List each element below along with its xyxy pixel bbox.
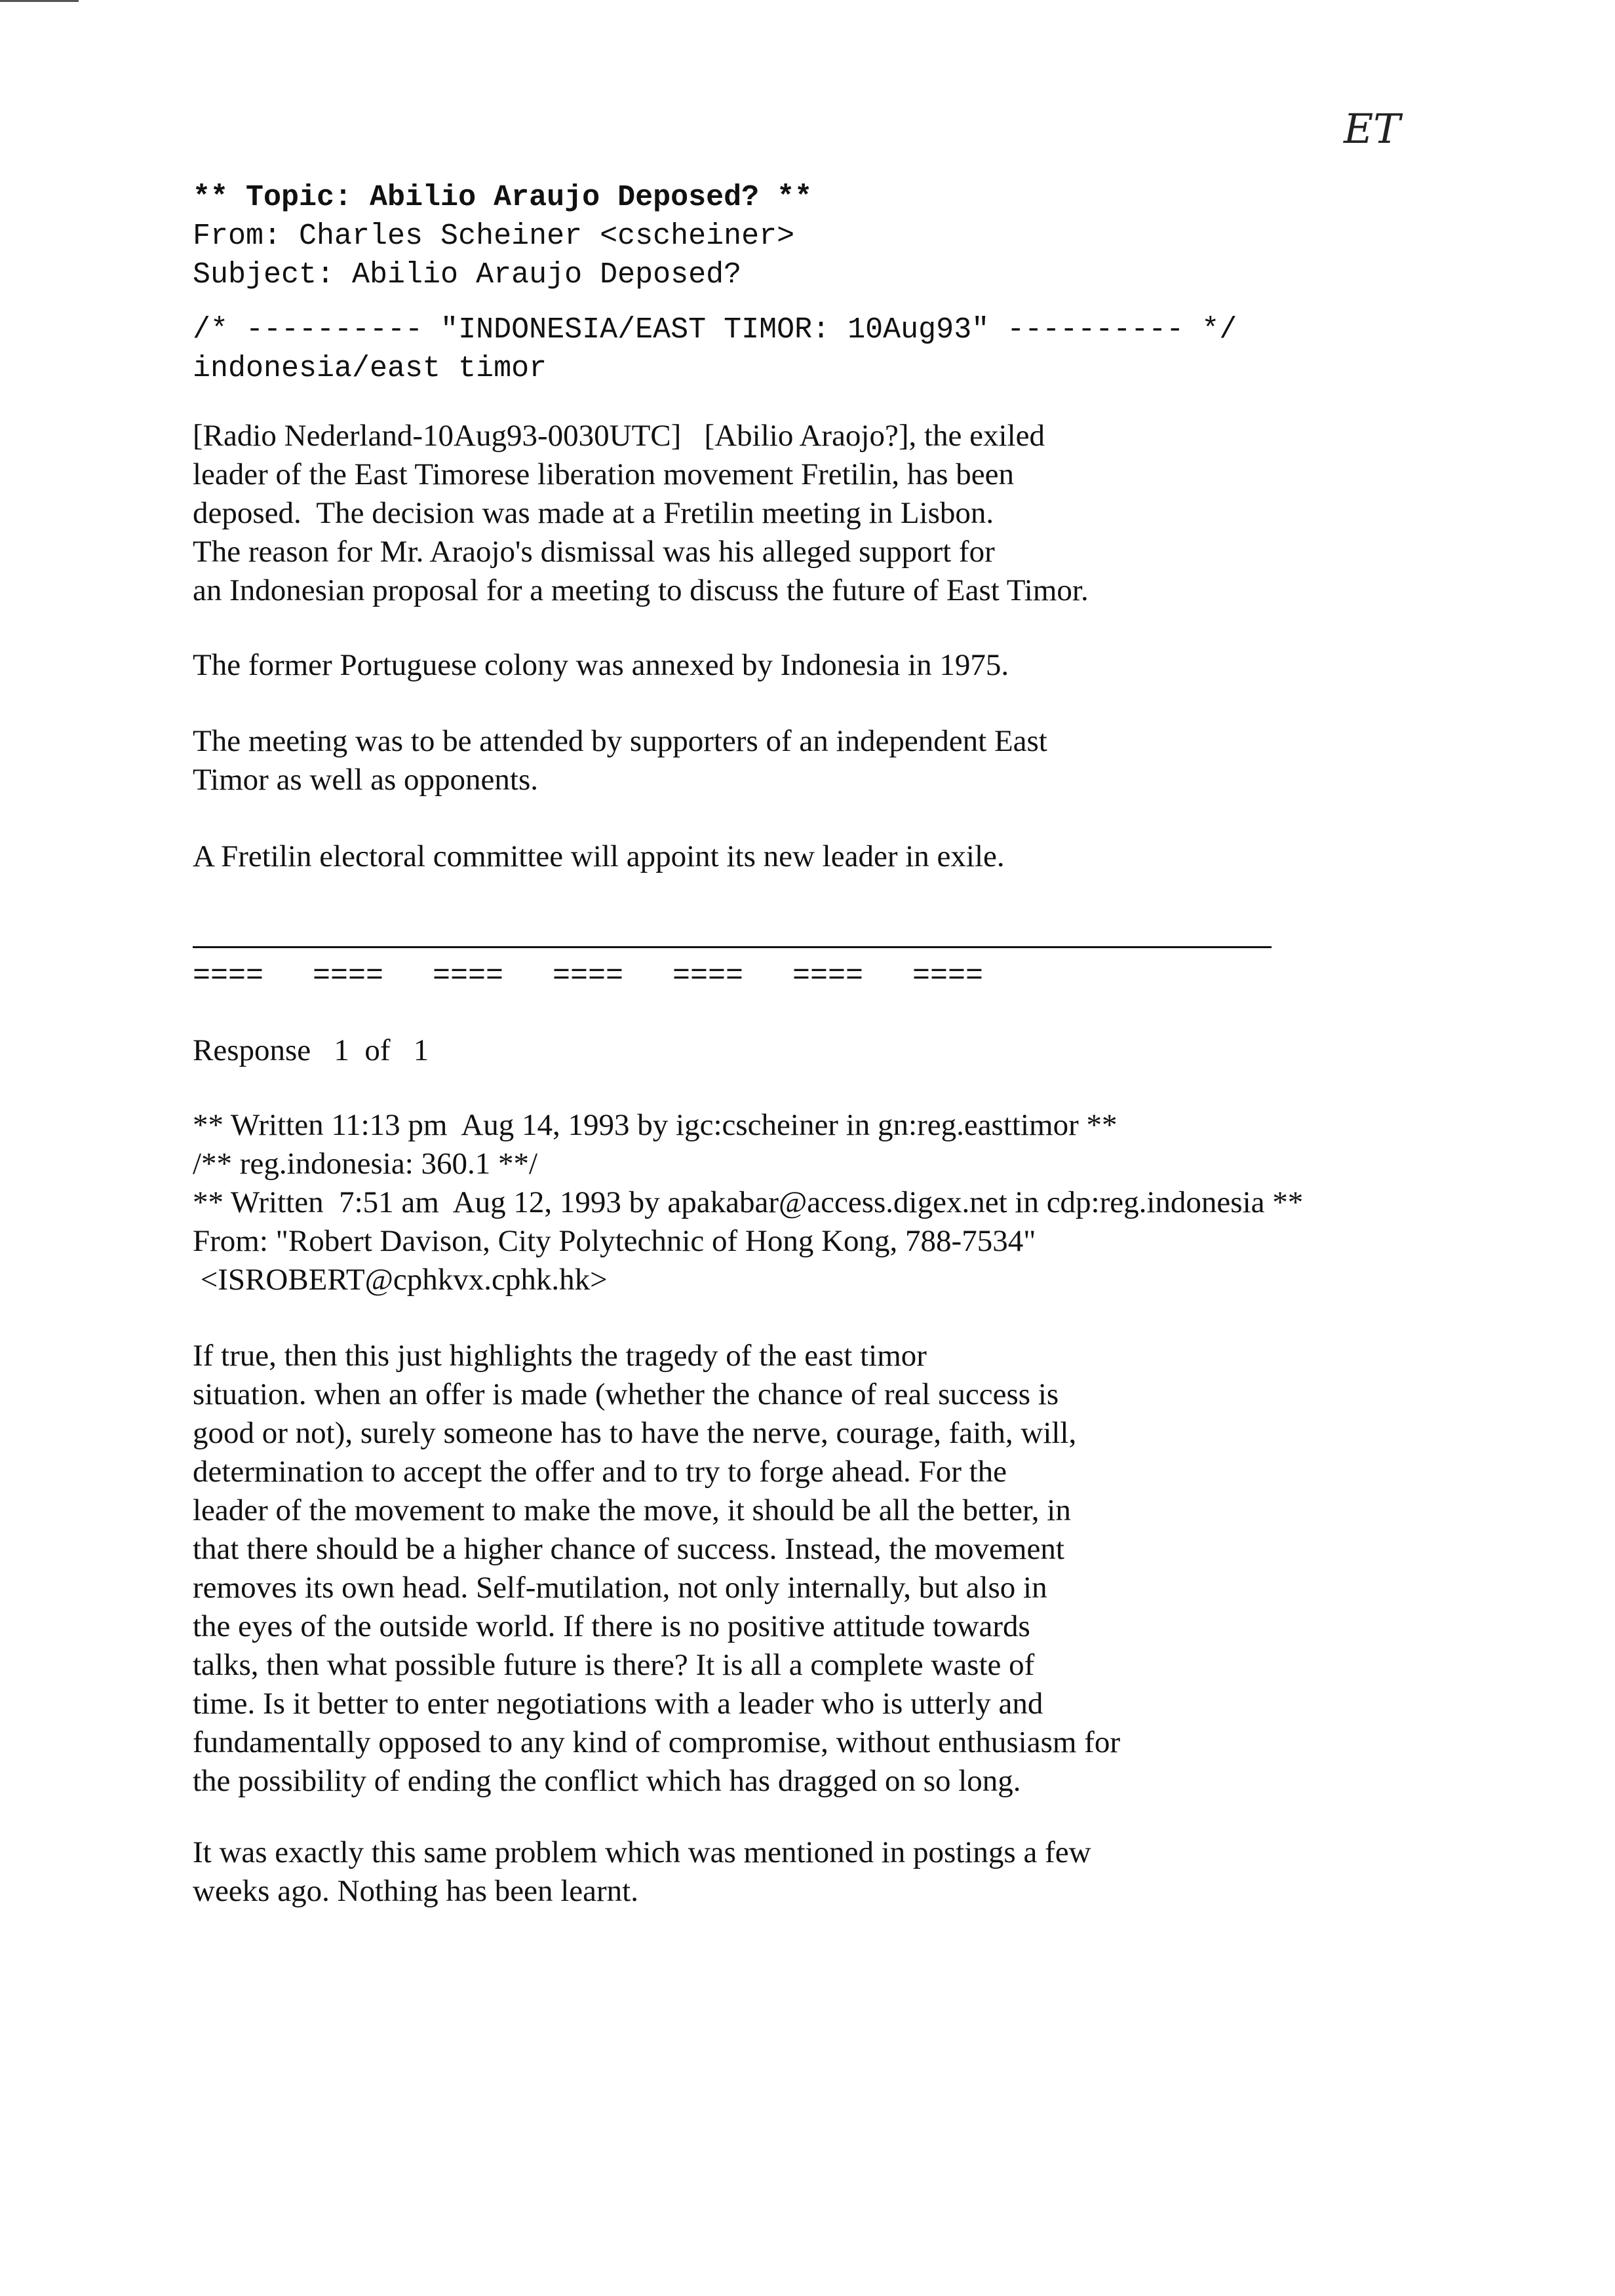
handwritten-annotation: ET (1344, 105, 1401, 153)
text-line: time. Is it better to enter negotiations with a leader who is utterly and (193, 1687, 1043, 1721)
response-paragraph-2 (193, 1833, 1091, 1911)
response-meta (193, 1106, 1303, 1299)
text-line: determination to accept the offer and to try to forge ahead. For the (193, 1455, 1007, 1489)
subject-line: Subject: Abilio Araujo Deposed? (193, 258, 742, 292)
meta-line: /** reg.indonesia: 360.1 **/ (193, 1147, 538, 1181)
separator-mark: ==== (912, 959, 984, 993)
text-line: good or not), surely someone has to have the nerve, courage, faith, will, (193, 1416, 1077, 1450)
text-line: the possibility of ending the conflict which has dragged on so long. (193, 1764, 1021, 1798)
text-line: that there should be a higher chance of success. Instead, the movement (193, 1532, 1064, 1566)
article-paragraph-4 (193, 837, 1005, 876)
text-line: removes its own head. Self-mutilation, not only internally, but also in (193, 1571, 1047, 1605)
message-header (193, 178, 812, 294)
banner-title: /* ---------- "INDONESIA/EAST TIMOR: 10Aug93" ---------- */ (193, 313, 1237, 347)
text-line: an Indonesian proposal for a meeting to discuss the future of East Timor. (193, 573, 1089, 607)
separator-mark: ==== (313, 959, 384, 993)
text-line: leader of the East Timorese liberation movement Fretilin, has been (193, 457, 1015, 491)
meta-line: ** Written 11:13 pm Aug 14, 1993 by igc:cscheiner in gn:reg.easttimor ** (193, 1108, 1118, 1142)
separator-mark: ==== (672, 959, 744, 993)
text-line: The reason for Mr. Araojo's dismissal was his alleged support for (193, 535, 995, 569)
topic-line: ** Topic: Abilio Araujo Deposed? ** (193, 181, 813, 214)
scan-edge-mark (0, 0, 79, 2)
text-line: Timor as well as opponents. (193, 763, 539, 797)
separator-mark: ==== (433, 959, 504, 993)
from-line: From: Charles Scheiner <cscheiner> (193, 220, 795, 253)
horizontal-rule (193, 946, 1272, 948)
separator-mark: ==== (792, 959, 864, 993)
meta-line: From: "Robert Davison, City Polytechnic of Hong Kong, 788-7534" (193, 1224, 1036, 1258)
separator-mark: ==== (553, 959, 624, 993)
meta-line: ** Written 7:51 am Aug 12, 1993 by apakabar@access.digex.net in cdp:reg.indonesia ** (193, 1185, 1304, 1219)
text-line: talks, then what possible future is there? It is all a complete waste of (193, 1648, 1035, 1682)
text-line: The meeting was to be attended by supporters of an independent East (193, 724, 1047, 758)
text-line: The former Portuguese colony was annexed by Indonesia in 1975. (193, 648, 1009, 682)
text-line: situation. when an offer is made (whether the chance of real success is (193, 1377, 1059, 1411)
article-paragraph-1 (193, 417, 1089, 610)
text-line: fundamentally opposed to any kind of compromise, without enthusiasm for (193, 1725, 1120, 1759)
banner-category: indonesia/east timor (193, 352, 547, 385)
article-paragraph-2 (193, 646, 1009, 685)
article-banner (193, 311, 1237, 388)
text-line: the eyes of the outside world. If there is no positive attitude towards (193, 1609, 1030, 1643)
response-paragraph-1 (193, 1337, 1120, 1801)
text-line: If true, then this just highlights the tragedy of the east timor (193, 1339, 927, 1373)
text-line: weeks ago. Nothing has been learnt. (193, 1874, 638, 1908)
separator-mark: ==== (193, 959, 264, 993)
text-line: A Fretilin electoral committee will appoint its new leader in exile. (193, 839, 1005, 873)
text-line: deposed. The decision was made at a Fretilin meeting in Lisbon. (193, 496, 994, 530)
response-label (193, 1031, 429, 1070)
article-paragraph-3 (193, 722, 1047, 799)
text-line: It was exactly this same problem which was mentioned in postings a few (193, 1835, 1091, 1869)
meta-line: <ISROBERT@cphkvx.cphk.hk> (193, 1263, 608, 1297)
response-count: Response 1 of 1 (193, 1033, 429, 1067)
text-line: leader of the movement to make the move, it should be all the better, in (193, 1493, 1071, 1527)
text-line: [Radio Nederland-10Aug93-0030UTC] [Abilio Araojo?], the exiled (193, 419, 1045, 453)
equals-separator (193, 957, 1032, 995)
